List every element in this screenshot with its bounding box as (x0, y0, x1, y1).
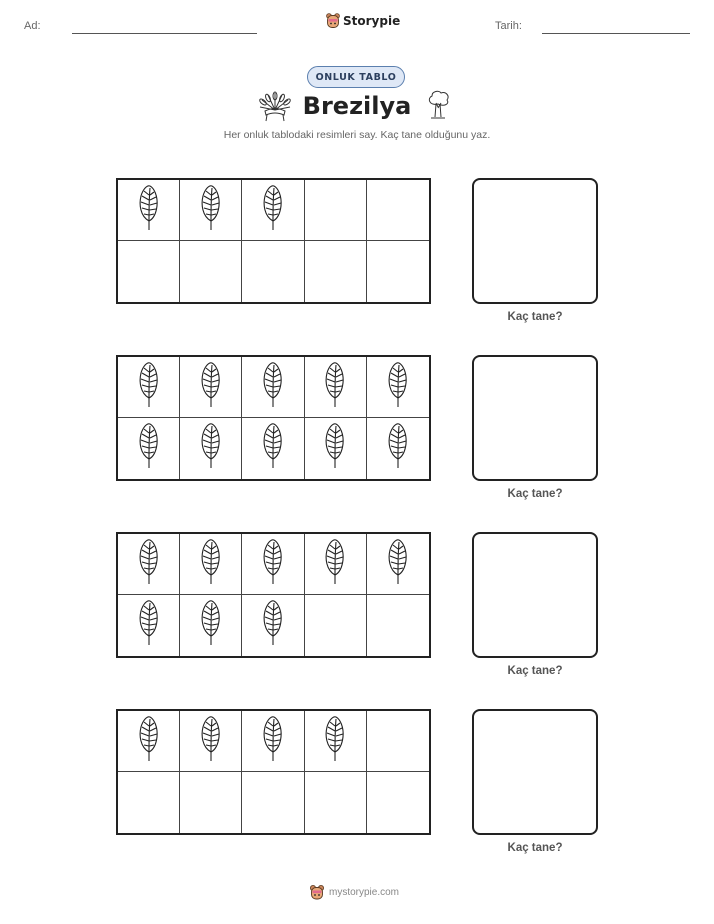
feather-icon (324, 421, 346, 476)
ten-frame-cell (180, 595, 242, 656)
answer-label: Kaç tane? (507, 311, 563, 323)
feather-icon (324, 714, 346, 769)
brand-logo (326, 13, 400, 29)
answer-label: Kaç tane? (507, 842, 563, 854)
feather-icon (262, 537, 284, 592)
ten-frame-cell (305, 711, 367, 772)
feather-icon (200, 421, 222, 476)
ten-frame (116, 709, 431, 835)
feather-icon (138, 714, 160, 769)
answer-box[interactable] (472, 709, 598, 835)
feather-icon (262, 360, 284, 415)
ten-frame-cell (242, 534, 304, 595)
bear-logo-icon (326, 13, 340, 29)
ten-frame-cell (118, 534, 180, 595)
tree-icon (425, 90, 451, 120)
ten-frame-cell (242, 772, 304, 833)
feather-icon (200, 183, 222, 238)
ten-frame-cell (242, 180, 304, 241)
worksheet-type-badge: ONLUK TABLO (307, 66, 405, 88)
name-field[interactable] (72, 33, 257, 34)
ten-frame-cell (367, 180, 429, 241)
feather-icon (200, 537, 222, 592)
date-field[interactable] (542, 33, 690, 34)
ten-frame-cell (305, 772, 367, 833)
ten-frame-cell (118, 595, 180, 656)
feather-icon (262, 714, 284, 769)
ten-frame (116, 532, 431, 658)
ten-frame-cell (305, 180, 367, 241)
feather-icon (200, 714, 222, 769)
feather-icon (324, 537, 346, 592)
ten-frame-cell (367, 534, 429, 595)
feather-icon (138, 598, 160, 653)
answer-label: Kaç tane? (507, 665, 563, 677)
ten-frame-cell (367, 595, 429, 656)
feather-icon (138, 183, 160, 238)
name-label: Ad: (24, 20, 41, 32)
ten-frame-cell (367, 711, 429, 772)
feather-icon (138, 360, 160, 415)
ten-frame-cell (118, 357, 180, 418)
ten-frame (116, 355, 431, 481)
feather-icon (262, 183, 284, 238)
footer (309, 884, 399, 900)
feather-icon (387, 360, 409, 415)
ten-frame-cell (118, 711, 180, 772)
page-title: Brezilya (302, 92, 412, 120)
ten-frame-cell (180, 418, 242, 479)
ten-frame-cell (180, 357, 242, 418)
ten-frame-cell (118, 418, 180, 479)
ten-frame-cell (180, 241, 242, 302)
answer-label: Kaç tane? (507, 488, 563, 500)
ten-frame-cell (367, 357, 429, 418)
brand-name: Storypie (343, 14, 401, 28)
feather-icon (138, 421, 160, 476)
ten-frame-cell (180, 711, 242, 772)
ten-frame-cell (242, 418, 304, 479)
instructions: Her onluk tablodaki resimleri say. Kaç tane olduğunu yaz. (223, 129, 491, 141)
answer-box[interactable] (472, 355, 598, 481)
ten-frame-cell (180, 772, 242, 833)
feather-icon (324, 360, 346, 415)
footer-site: mystorypie.com (329, 886, 400, 898)
ten-frame-cell (367, 241, 429, 302)
ten-frame-cell (305, 357, 367, 418)
ten-frame-cell (367, 772, 429, 833)
ten-frame-cell (242, 241, 304, 302)
ten-frame-cell (118, 241, 180, 302)
bear-logo-icon (309, 884, 325, 900)
ten-frame-cell (305, 418, 367, 479)
ten-frame-cell (242, 357, 304, 418)
feather-icon (387, 421, 409, 476)
feather-icon (200, 598, 222, 653)
feather-icon (262, 421, 284, 476)
ten-frame-cell (118, 180, 180, 241)
feather-icon (262, 598, 284, 653)
feather-icon (387, 537, 409, 592)
ten-frame-cell (242, 711, 304, 772)
ten-frame-cell (242, 595, 304, 656)
ten-frame-cell (180, 534, 242, 595)
feather-icon (138, 537, 160, 592)
ten-frame-cell (118, 772, 180, 833)
ten-frame-cell (180, 180, 242, 241)
ten-frame-cell (367, 418, 429, 479)
ten-frame (116, 178, 431, 304)
ten-frame-cell (305, 534, 367, 595)
answer-box[interactable] (472, 532, 598, 658)
date-label: Tarih: (495, 20, 522, 32)
ten-frame-cell (305, 241, 367, 302)
feather-icon (200, 360, 222, 415)
ten-frame-cell (305, 595, 367, 656)
answer-box[interactable] (472, 178, 598, 304)
